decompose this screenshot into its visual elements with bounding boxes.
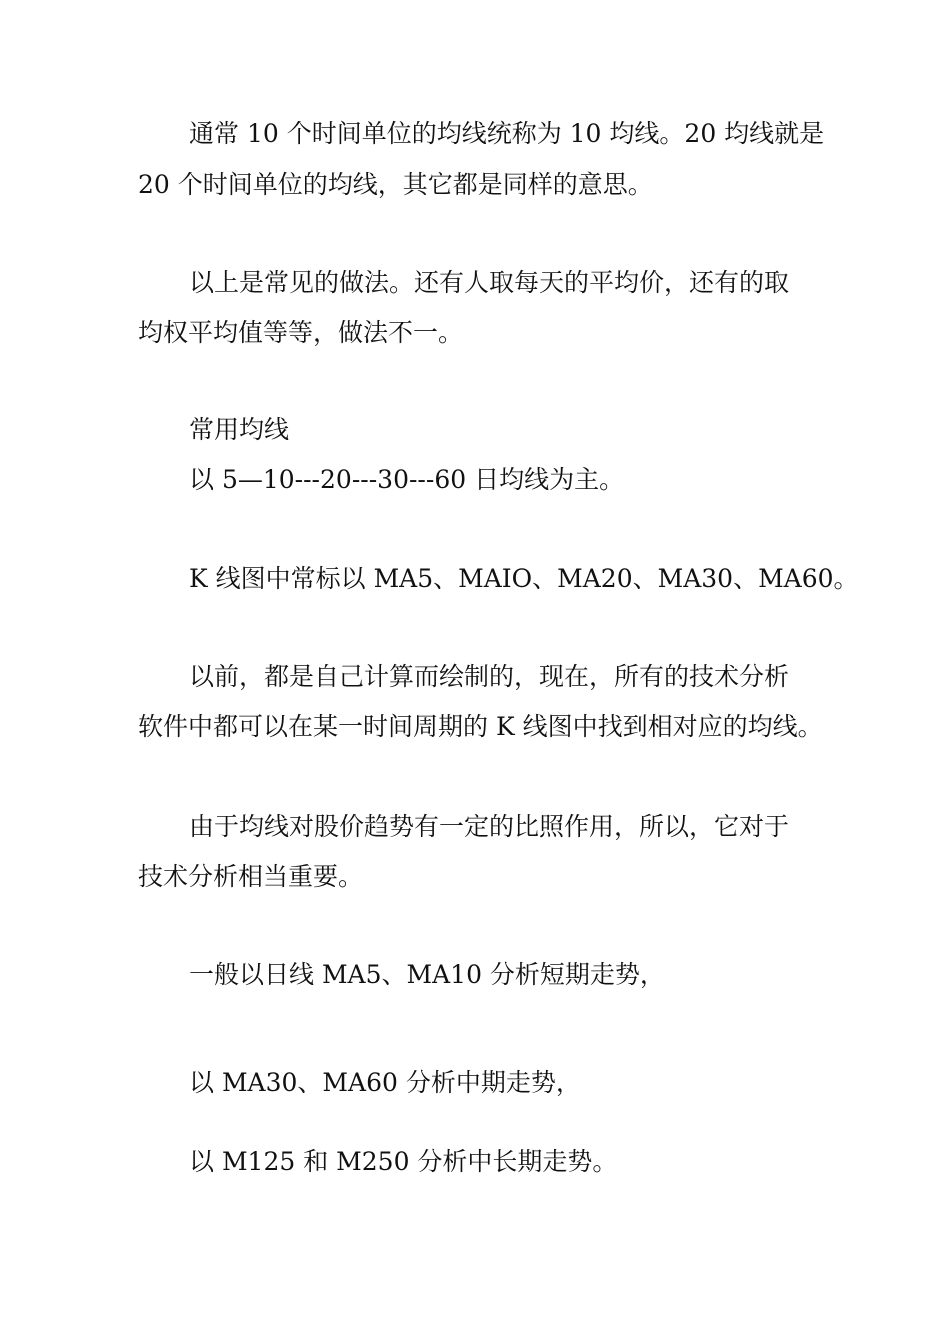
paragraph-6-line-1: 由于均线对股价趋势有一定的比照作用，所以，它对于 — [189, 812, 790, 841]
paragraph-2-line-1: 以上是常见的做法。还有人取每天的平均价，还有的取 — [189, 268, 790, 297]
paragraph-4-line-1: K 线图中常标以 MA5、MAIO、MA20、MA30、MA60。 — [189, 564, 859, 593]
paragraph-9-line-1: 以 M125 和 M250 分析中长期走势。 — [189, 1147, 618, 1176]
paragraph-1-line-2: 20 个时间单位的均线，其它都是同样的意思。 — [138, 170, 653, 199]
paragraph-7-line-1: 一般以日线 MA5、MA10 分析短期走势， — [189, 960, 665, 989]
paragraph-8-line-1: 以 MA30、MA60 分析中期走势， — [189, 1068, 581, 1097]
paragraph-6-line-2: 技术分析相当重要。 — [138, 862, 364, 891]
paragraph-3-line-1: 常用均线 — [189, 415, 290, 444]
paragraph-2-line-2: 均权平均值等等，做法不一。 — [138, 318, 464, 347]
paragraph-3-line-2: 以 5—10---20---30---60 日均线为主。 — [189, 465, 625, 494]
paragraph-1-line-1: 通常 10 个时间单位的均线统称为 10 均线。20 均线就是 — [189, 119, 825, 148]
paragraph-5-line-1: 以前，都是自己计算而绘制的，现在，所有的技术分析 — [189, 662, 790, 691]
paragraph-5-line-2: 软件中都可以在某一时间周期的 K 线图中找到相对应的均线。 — [138, 712, 823, 741]
